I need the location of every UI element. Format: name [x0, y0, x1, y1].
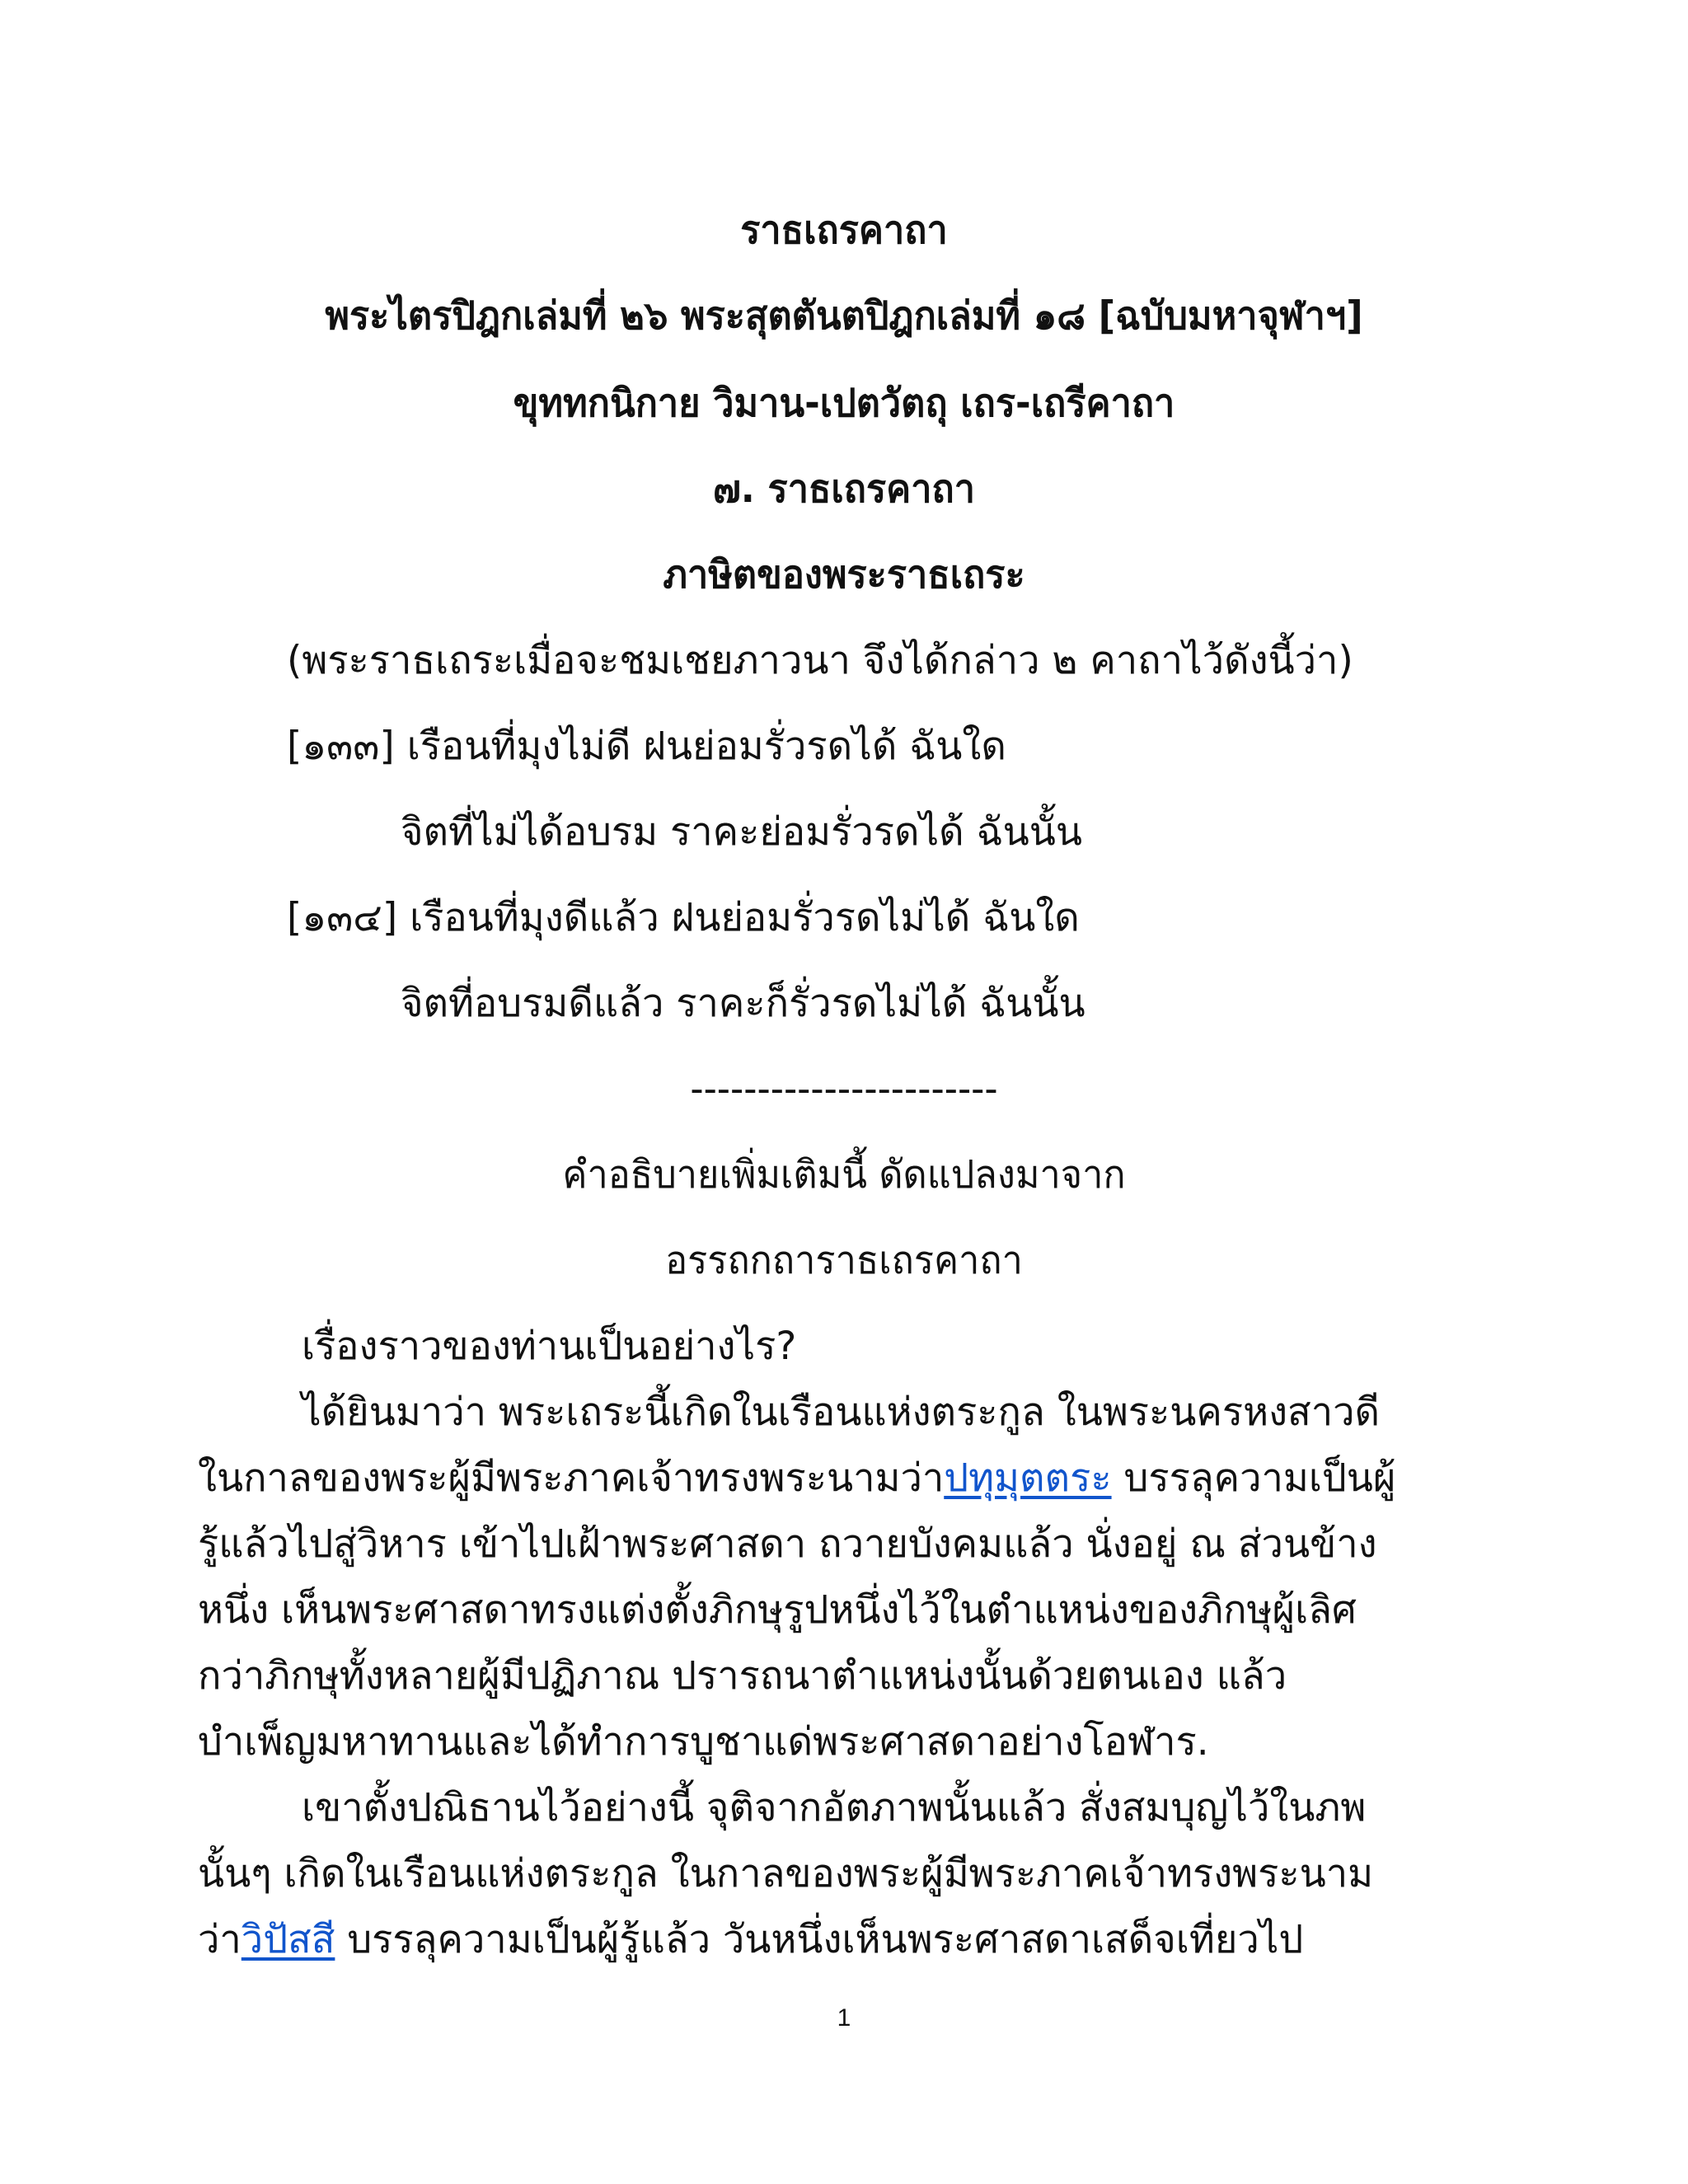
verse-133-line-2: จิตที่ไม่ได้อบรม ราคะย่อมรั่วรดได้ ฉันนั้น: [401, 809, 1083, 855]
question-line: เรื่องราวของท่านเป็นอย่างไร?: [302, 1324, 797, 1369]
paragraph-1-line-1: ได้ยินมาว่า พระเถระนี้เกิดในเรือนแห่งตระกูล ในพระนครหงสาวดี: [302, 1390, 1381, 1435]
paragraph-1-line-4: หนึ่ง เห็นพระศาสดาทรงแต่งตั้งภิกษุรูปหนึ่งไว้ในตำแหน่งของภิกษุผู้เลิศ: [198, 1587, 1357, 1633]
verse-134-line-2: จิตที่อบรมดีแล้ว ราคะก็รั่วรดไม่ได้ ฉันนั้น: [401, 981, 1085, 1026]
commentary-heading-line-1: คำอธิบายเพิ่มเติมนี้ ดัดแปลงมาจาก: [562, 1152, 1126, 1197]
commentary-heading-line-2: อรรถกถาราธเถรคาถา: [665, 1238, 1023, 1283]
page-title: ราธเถรคาถา: [740, 208, 948, 253]
collection-line: ขุททกนิกาย วิมาน-เปตวัตถุ เถร-เถรีคาถา: [513, 381, 1175, 426]
verse-133-line-1: [๑๓๓] เรือนที่มุงไม่ดี ฝนย่อมรั่วรดได้ ฉันใด: [287, 724, 1006, 769]
separator: -----------------------: [690, 1066, 998, 1112]
paragraph-1-line-2: [198, 1452, 1395, 1505]
paragraph-2-line-3: [198, 1914, 1303, 1966]
paragraph-1-line-2-text: ในกาลของพระผู้มีพระภาคเจ้าทรงพระนามว่า: [198, 1455, 945, 1501]
intro-text: (พระราธเถระเมื่อจะชมเชยภาวนา จึงได้กล่าว ๒ คาถาไว้ดังนี้ว่า): [287, 638, 1353, 683]
paragraph-1-line-3: รู้แล้วไปสู่วิหาร เข้าไปเฝ้าพระศาสดา ถวายบังคมแล้ว นั่งอยู่ ณ ส่วนข้าง: [198, 1521, 1377, 1567]
paragraph-1-line-2-tail: บรรลุความเป็นผู้: [1111, 1455, 1396, 1501]
paragraph-2-line-1: เขาตั้งปณิธานไว้อย่างนี้ จุติจากอัตภาพนั้นแล้ว สั่งสมบุญไว้ในภพ: [302, 1785, 1367, 1830]
paragraph-1-line-6: บำเพ็ญมหาทานและได้ทำการบูชาแด่พระศาสดาอย่างโอฬาร.: [198, 1719, 1209, 1765]
link-vipassi[interactable]: วิปัสสี: [241, 1917, 335, 1962]
paragraph-2-line-3-tail: บรรลุความเป็นผู้รู้แล้ว วันหนึ่งเห็นพระศาสดาเสด็จเที่ยวไป: [335, 1917, 1304, 1962]
paragraph-2-line-3-text: ว่า: [198, 1917, 241, 1962]
paragraph-2-line-2: นั้นๆ เกิดในเรือนแห่งตระกูล ในกาลของพระผู้มีพระภาคเจ้าทรงพระนาม: [198, 1851, 1374, 1896]
paragraph-1-line-5: กว่าภิกษุทั้งหลายผู้มีปฏิภาณ ปรารถนาตำแหน่งนั้นด้วยตนเอง แล้ว: [198, 1653, 1287, 1699]
link-padumuttara[interactable]: ปทุมุตตระ: [944, 1455, 1112, 1501]
section-subtitle: ภาษิตของพระราธเถระ: [663, 552, 1025, 598]
page-number: 1: [837, 2004, 851, 2032]
section-title: ๗. ราธเถรคาถา: [712, 466, 976, 512]
source-line: พระไตรปิฎกเล่มที่ ๒๖ พระสุตตันตปิฎกเล่มที่ ๑๘ [ฉบับมหาจุฬาฯ]: [325, 293, 1363, 339]
verse-134-line-1: [๑๓๔] เรือนที่มุงดีแล้ว ฝนย่อมรั่วรดไม่ได้ ฉันใด: [287, 895, 1080, 940]
